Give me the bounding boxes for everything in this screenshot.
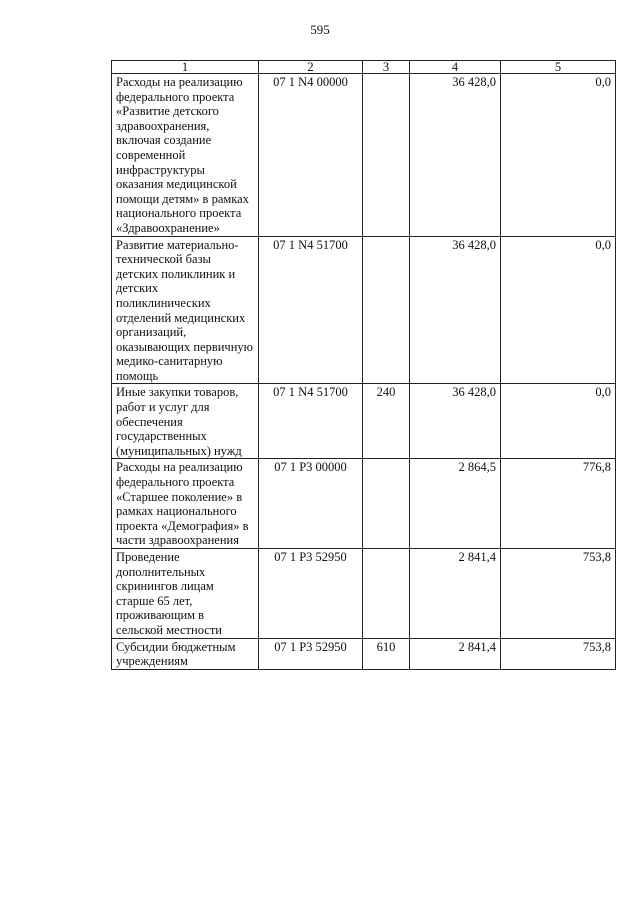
row-type — [363, 459, 410, 549]
row-name: Развитие материально-технической базы детских поликлиник и детских поликлинических отделений медицинских организаций, оказывающих первичную медико-санитарную помощь — [112, 236, 259, 384]
column-header-2: 2 — [259, 61, 363, 74]
table-row — [112, 236, 616, 384]
row-code: 07 1 N4 51700 — [259, 236, 363, 384]
row-amount-1: 36 428,0 — [410, 384, 501, 459]
row-code: 07 1 N4 51700 — [259, 384, 363, 459]
row-code: 07 1 N4 00000 — [259, 74, 363, 237]
row-name: Иные закупки товаров, работ и услуг для обеспечения государственных (муниципальных) нужд — [112, 384, 259, 459]
column-header-5: 5 — [501, 61, 616, 74]
row-type — [363, 549, 410, 639]
row-amount-2: 753,8 — [501, 638, 616, 669]
table-row — [112, 638, 616, 669]
row-amount-2: 0,0 — [501, 384, 616, 459]
row-code: 07 1 P3 52950 — [259, 638, 363, 669]
row-name: Расходы на реализацию федерального проекта «Старшее поколение» в рамках национального проекта «Демография» в части здравоохранения — [112, 459, 259, 549]
row-amount-1: 36 428,0 — [410, 74, 501, 237]
row-type — [363, 74, 410, 237]
row-code: 07 1 P3 00000 — [259, 459, 363, 549]
row-name: Проведение дополнительных скринингов лицам старше 65 лет, проживающим в сельской местности — [112, 549, 259, 639]
row-type — [363, 236, 410, 384]
row-amount-2: 0,0 — [501, 74, 616, 237]
row-amount-1: 36 428,0 — [410, 236, 501, 384]
column-header-3: 3 — [363, 61, 410, 74]
table-row — [112, 74, 616, 237]
page-number: 595 — [310, 22, 330, 37]
row-name: Расходы на реализацию федерального проекта «Развитие детского здравоохранения, включая создание современной инфраструктуры оказания медицинской помощи детям» в рамках национального проекта «Здравоохранение» — [112, 74, 259, 237]
table-row — [112, 549, 616, 639]
row-amount-1: 2 864,5 — [410, 459, 501, 549]
row-amount-2: 776,8 — [501, 459, 616, 549]
table-row — [112, 459, 616, 549]
row-amount-1: 2 841,4 — [410, 549, 501, 639]
row-type: 610 — [363, 638, 410, 669]
row-amount-2: 0,0 — [501, 236, 616, 384]
row-type: 240 — [363, 384, 410, 459]
column-header-4: 4 — [410, 61, 501, 74]
budget-table — [111, 60, 616, 670]
row-name: Субсидии бюджетным учреждениям — [112, 638, 259, 669]
column-header-1: 1 — [112, 61, 259, 74]
row-amount-2: 753,8 — [501, 549, 616, 639]
table-row — [112, 384, 616, 459]
table-header-row — [112, 61, 616, 74]
row-amount-1: 2 841,4 — [410, 638, 501, 669]
row-code: 07 1 P3 52950 — [259, 549, 363, 639]
